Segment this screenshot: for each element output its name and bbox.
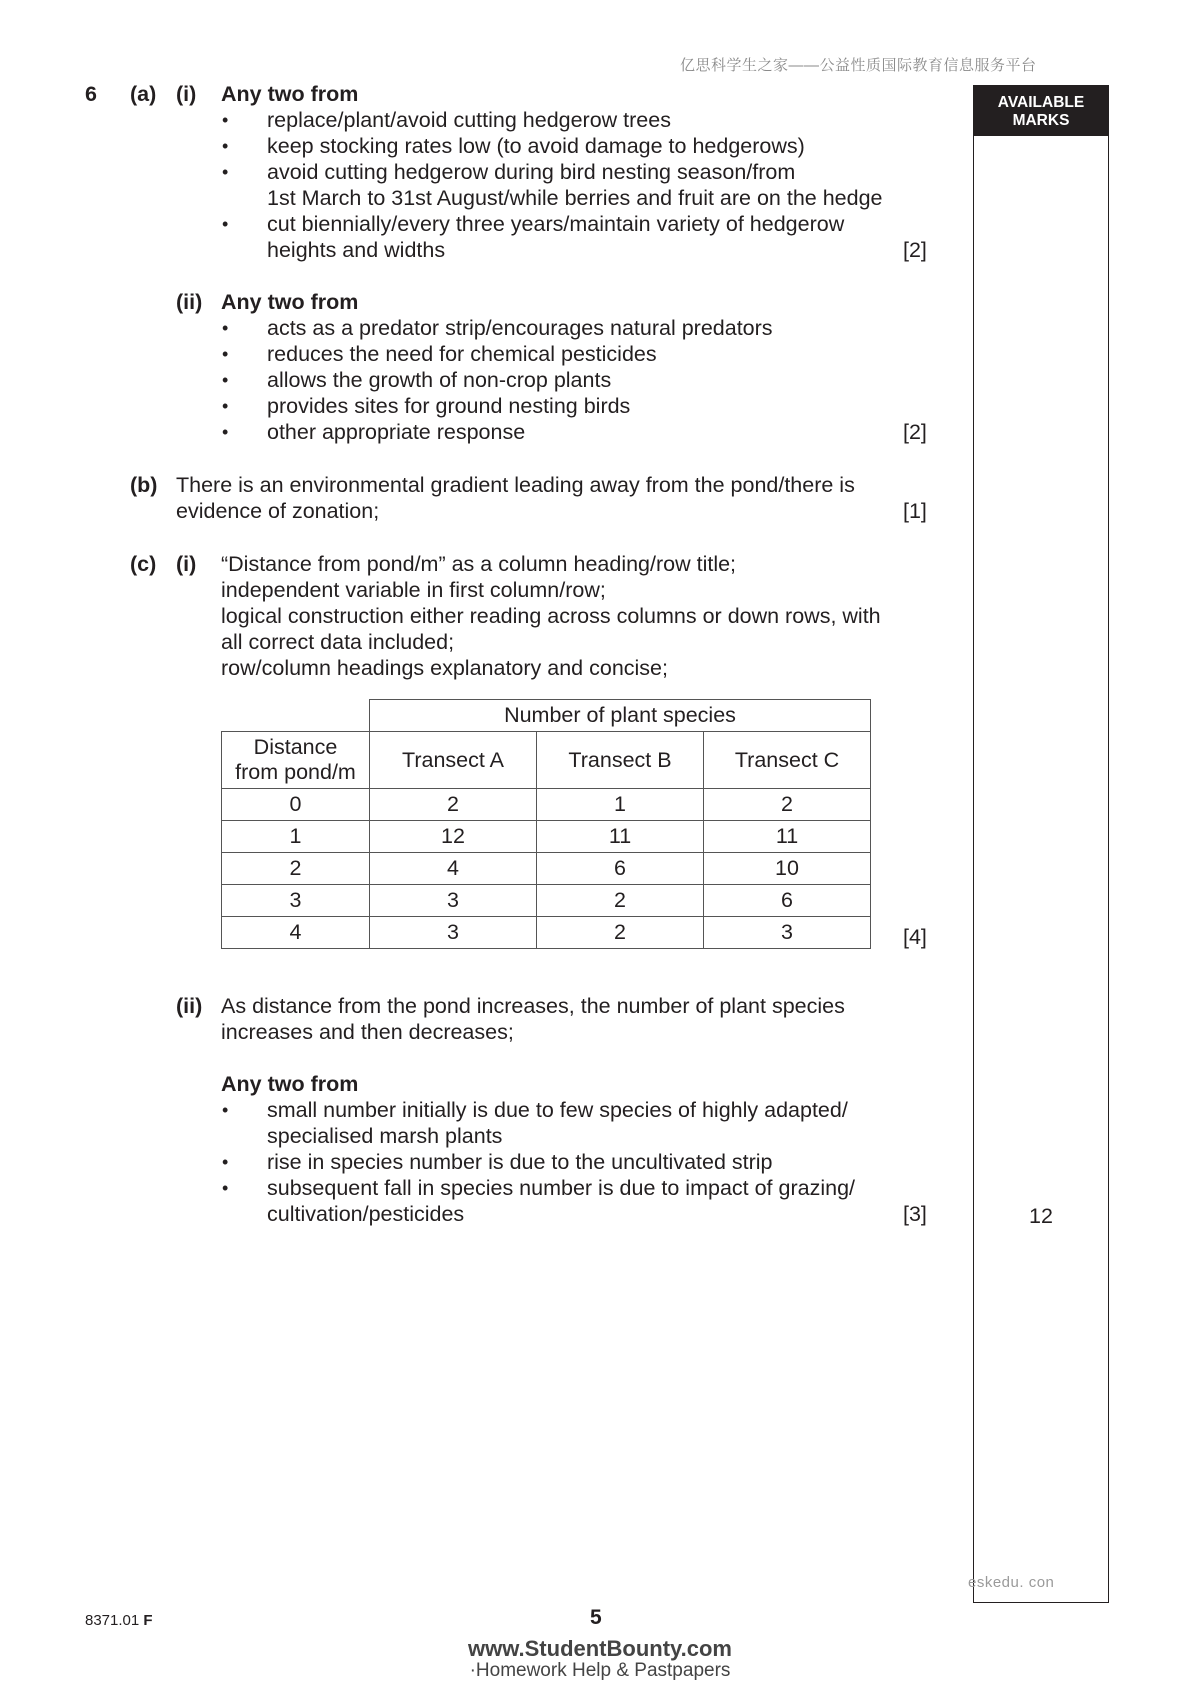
marks-header-line1: AVAILABLE	[997, 94, 1085, 111]
part-c-i-line: all correct data included;	[221, 630, 455, 654]
list-item-continuation: 1st March to 31st August/while berries and fruit are on the hedge	[267, 186, 883, 210]
paper-code-number: 8371.01	[85, 1612, 140, 1629]
part-c-i-line: independent variable in first column/row;	[221, 578, 606, 602]
table-group-header: Number of plant species	[370, 700, 871, 732]
list-item: reduces the need for chemical pesticides	[267, 342, 657, 366]
list-item-continuation: cultivation/pesticides	[267, 1202, 465, 1226]
table-cell: 1	[537, 789, 704, 821]
bullet-glyph: •	[222, 344, 229, 364]
plant-species-table	[221, 699, 871, 949]
list-item: small number initially is due to few species of highly adapted/	[267, 1098, 848, 1122]
mark-c-i: [4]	[903, 925, 927, 949]
table-cell: 2	[370, 789, 537, 821]
total-mark: 12	[1029, 1204, 1053, 1228]
part-a-label: (a)	[130, 82, 157, 106]
table-cell: 4	[222, 917, 370, 949]
table-cell: 12	[370, 821, 537, 853]
brand-logo	[440, 1637, 760, 1681]
brand-line1: www.StudentBounty.com	[468, 1636, 732, 1661]
list-item: cut biennially/every three years/maintain variety of hedgerow	[267, 212, 845, 236]
part-a-ii-heading: Any two from	[221, 290, 359, 314]
table-cell: 2	[704, 789, 871, 821]
list-item: keep stocking rates low (to avoid damage to hedgerows)	[267, 134, 805, 158]
list-item: acts as a predator strip/encourages natural predators	[267, 316, 773, 340]
paper-code-suffix: F	[143, 1612, 153, 1629]
table-cell: 2	[537, 885, 704, 917]
list-item: rise in species number is due to the uncultivated strip	[267, 1150, 773, 1174]
bullet-glyph: •	[222, 214, 229, 234]
list-item: replace/plant/avoid cutting hedgerow trees	[267, 108, 671, 132]
part-a-ii-label: (ii)	[176, 290, 203, 314]
table-header-distance-line1: Distance	[253, 735, 338, 759]
table-cell: 2	[537, 917, 704, 949]
table-header-transect-b: Transect B	[537, 732, 704, 789]
part-c-ii-heading: Any two from	[221, 1072, 359, 1096]
mark-a-ii: [2]	[903, 420, 927, 444]
table-cell: 0	[222, 789, 370, 821]
list-item-continuation: heights and widths	[267, 238, 446, 262]
page-number: 5	[590, 1606, 602, 1629]
table-cell: 11	[537, 821, 704, 853]
table-cell: 1	[222, 821, 370, 853]
part-c-i-label: (i)	[176, 552, 197, 576]
paper-code	[85, 1612, 153, 1629]
part-b-label: (b)	[130, 473, 158, 497]
list-item: avoid cutting hedgerow during bird nesting season/from	[267, 160, 796, 184]
part-c-ii-line: As distance from the pond increases, the number of plant species	[221, 994, 845, 1018]
table-cell: 3	[370, 885, 537, 917]
list-item: allows the growth of non-crop plants	[267, 368, 612, 392]
list-item-continuation: specialised marsh plants	[267, 1124, 503, 1148]
part-a-i-label: (i)	[176, 82, 197, 106]
table-cell: 6	[704, 885, 871, 917]
part-c-i-line: logical construction either reading across columns or down rows, with	[221, 604, 881, 628]
part-b-line: There is an environmental gradient leading away from the pond/there is	[176, 473, 855, 497]
table-cell: 4	[370, 853, 537, 885]
table-cell: 3	[370, 917, 537, 949]
bullet-glyph: •	[222, 1178, 229, 1198]
bullet-glyph: •	[222, 396, 229, 416]
table-corner-blank	[222, 700, 370, 732]
table-header-distance-line2: from pond/m	[235, 760, 356, 784]
table-cell: 10	[704, 853, 871, 885]
table-cell: 2	[222, 853, 370, 885]
table-row	[222, 821, 871, 853]
mark-a-i: [2]	[903, 238, 927, 262]
table-row	[222, 917, 871, 949]
bullet-glyph: •	[222, 110, 229, 130]
part-b-line: evidence of zonation;	[176, 499, 380, 523]
bullet-glyph: •	[222, 1152, 229, 1172]
table-cell: 3	[704, 917, 871, 949]
watermark-text: eskedu. con	[968, 1574, 1055, 1591]
marks-header-line2: MARKS	[1012, 112, 1070, 129]
part-c-i-line: row/column headings explanatory and concise;	[221, 656, 668, 680]
bullet-glyph: •	[222, 1100, 229, 1120]
list-item: provides sites for ground nesting birds	[267, 394, 631, 418]
part-c-ii-line: increases and then decreases;	[221, 1020, 514, 1044]
table-cell: 3	[222, 885, 370, 917]
mark-b: [1]	[903, 499, 927, 523]
bullet-glyph: •	[222, 370, 229, 390]
mark-c-ii: [3]	[903, 1202, 927, 1226]
table-cell: 11	[704, 821, 871, 853]
table-header-transect-c: Transect C	[704, 732, 871, 789]
marks-column-header	[973, 85, 1109, 136]
bullet-glyph: •	[222, 422, 229, 442]
table-row	[222, 853, 871, 885]
bullet-glyph: •	[222, 136, 229, 156]
part-c-i-line: “Distance from pond/m” as a column heading/row title;	[221, 552, 737, 576]
part-c-ii-label: (ii)	[176, 994, 203, 1018]
table-header-distance	[222, 732, 370, 789]
part-c-label: (c)	[130, 552, 157, 576]
brand-line2: ·Homework Help & Pastpapers	[469, 1660, 731, 1681]
list-item: subsequent fall in species number is due to impact of grazing/	[267, 1176, 855, 1200]
marks-column	[973, 85, 1109, 1603]
header-site-text: 亿思科学生之家——公益性质国际教育信息服务平台	[680, 57, 1037, 74]
table-row	[222, 789, 871, 821]
table-header-transect-a: Transect A	[370, 732, 537, 789]
bullet-glyph: •	[222, 162, 229, 182]
part-a-i-heading: Any two from	[221, 82, 359, 106]
question-number: 6	[85, 82, 97, 106]
table-row	[222, 885, 871, 917]
bullet-glyph: •	[222, 318, 229, 338]
list-item: other appropriate response	[267, 420, 526, 444]
table-cell: 6	[537, 853, 704, 885]
